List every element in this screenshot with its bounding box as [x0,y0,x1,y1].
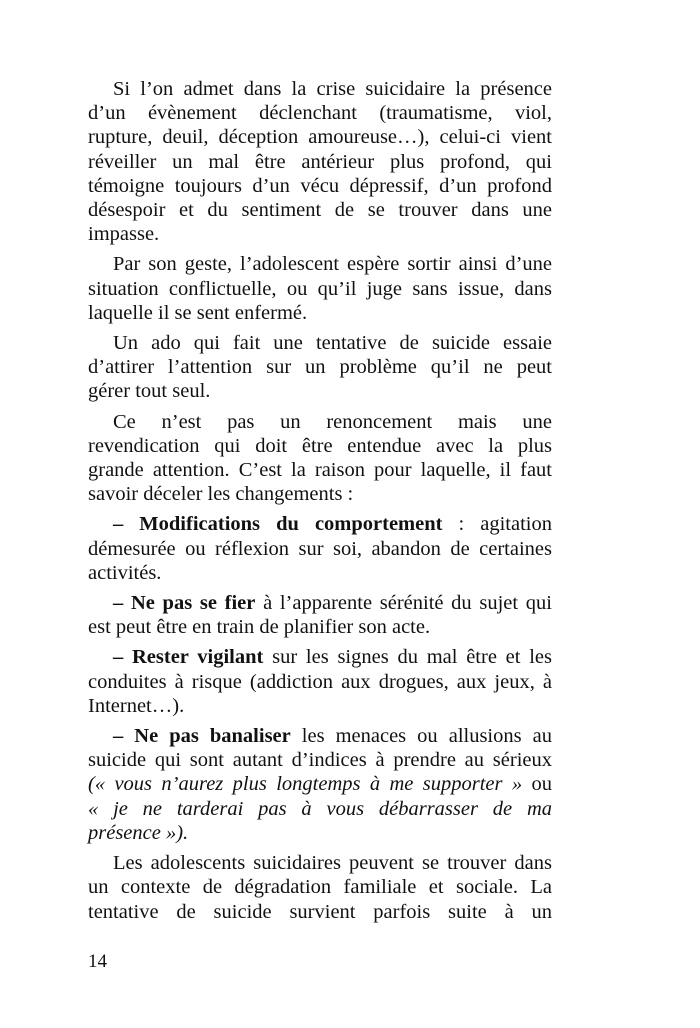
text-line: d’un évènement déclenchant (traumatisme, viol, [88,102,552,125]
bold-text: – Rester vigilant [113,646,264,669]
text-segment: à l’apparente sérénité du sujet qui [255,592,552,615]
text-line: Un ado qui fait une tentative de suicide essaie [113,332,552,355]
italic-text: présence »). [88,821,189,844]
bold-text: – Modifications du comportement [113,513,443,536]
text-line: impasse. [88,223,160,246]
text-line: tentative de suicide survient parfois suite à un [88,900,552,923]
paragraph [88,591,552,639]
text-line: Ce n’est pas un renoncement mais une [113,410,552,433]
text-segment: ou [522,773,553,796]
bold-text: – Ne pas se fier [113,592,256,615]
bold-text: – Ne pas banaliser [113,725,291,748]
text-line: Internet…). [88,694,185,717]
text-segment: : agitation [442,513,552,536]
text-line: est peut être en train de planifier son acte. [88,616,431,639]
text-line: conduites à risque (addiction aux drogues, aux jeux, à [88,670,552,693]
text-line [88,645,552,669]
paragraph [88,331,552,404]
text-line: gérer tout seul. [88,380,211,403]
page-body-text [88,77,552,930]
text-line: Par son geste, l’adolescent espère sortir ainsi d’une [113,253,552,276]
text-line [88,512,552,536]
text-line: activités. [88,561,162,584]
text-line [88,724,552,748]
text-segment: sur les signes du mal être et les [263,646,552,669]
text-line: situation conflictuelle, ou qu’il juge sans issue, dans [88,277,552,300]
text-line [88,797,552,821]
paragraph [88,512,552,585]
text-line [88,821,552,845]
paragraph [88,851,552,924]
text-line: d’attirer l’attention sur un problème qu’il ne peut [88,356,552,379]
text-line: un contexte de dégradation familiale et sociale. La [88,876,552,899]
paragraph [88,410,552,507]
text-line: Si l’on admet dans la crise suicidaire la présence [113,78,552,100]
text-line: rupture, deuil, déception amoureuse…), celui-ci vient [88,126,552,149]
text-line [88,591,552,615]
text-line: grande attention. C’est la raison pour laquelle, il faut [88,459,552,482]
text-line: témoigne toujours d’un vécu dépressif, d’un profond [88,174,552,197]
italic-text: « je ne tarderai pas à vous débarrasser de ma [88,797,552,820]
text-line: Les adolescents suicidaires peuvent se trouver dans [113,852,552,875]
text-line: démesurée ou réflexion sur soi, abandon de certaines [88,537,552,560]
text-line: réveiller un mal être antérieur plus profond, qui [88,150,552,173]
italic-text: (« vous n’aurez plus longtemps à me supporter » [88,773,523,796]
text-line: revendication qui doit être entendue avec la plus [88,434,552,457]
paragraph [88,645,552,718]
text-line: suicide qui sont autant d’indices à prendre au sérieux [88,749,552,772]
text-line: savoir déceler les changements : [88,483,354,506]
paragraph [88,77,552,246]
page-number: 14 [88,951,107,972]
text-line: désespoir et du sentiment de se trouver dans une [88,199,552,222]
text-segment: les menaces ou allusions au [290,725,552,748]
text-line [88,772,552,796]
paragraph [88,252,552,325]
text-line: laquelle il se sent enfermé. [88,301,308,324]
paragraph [88,724,552,845]
